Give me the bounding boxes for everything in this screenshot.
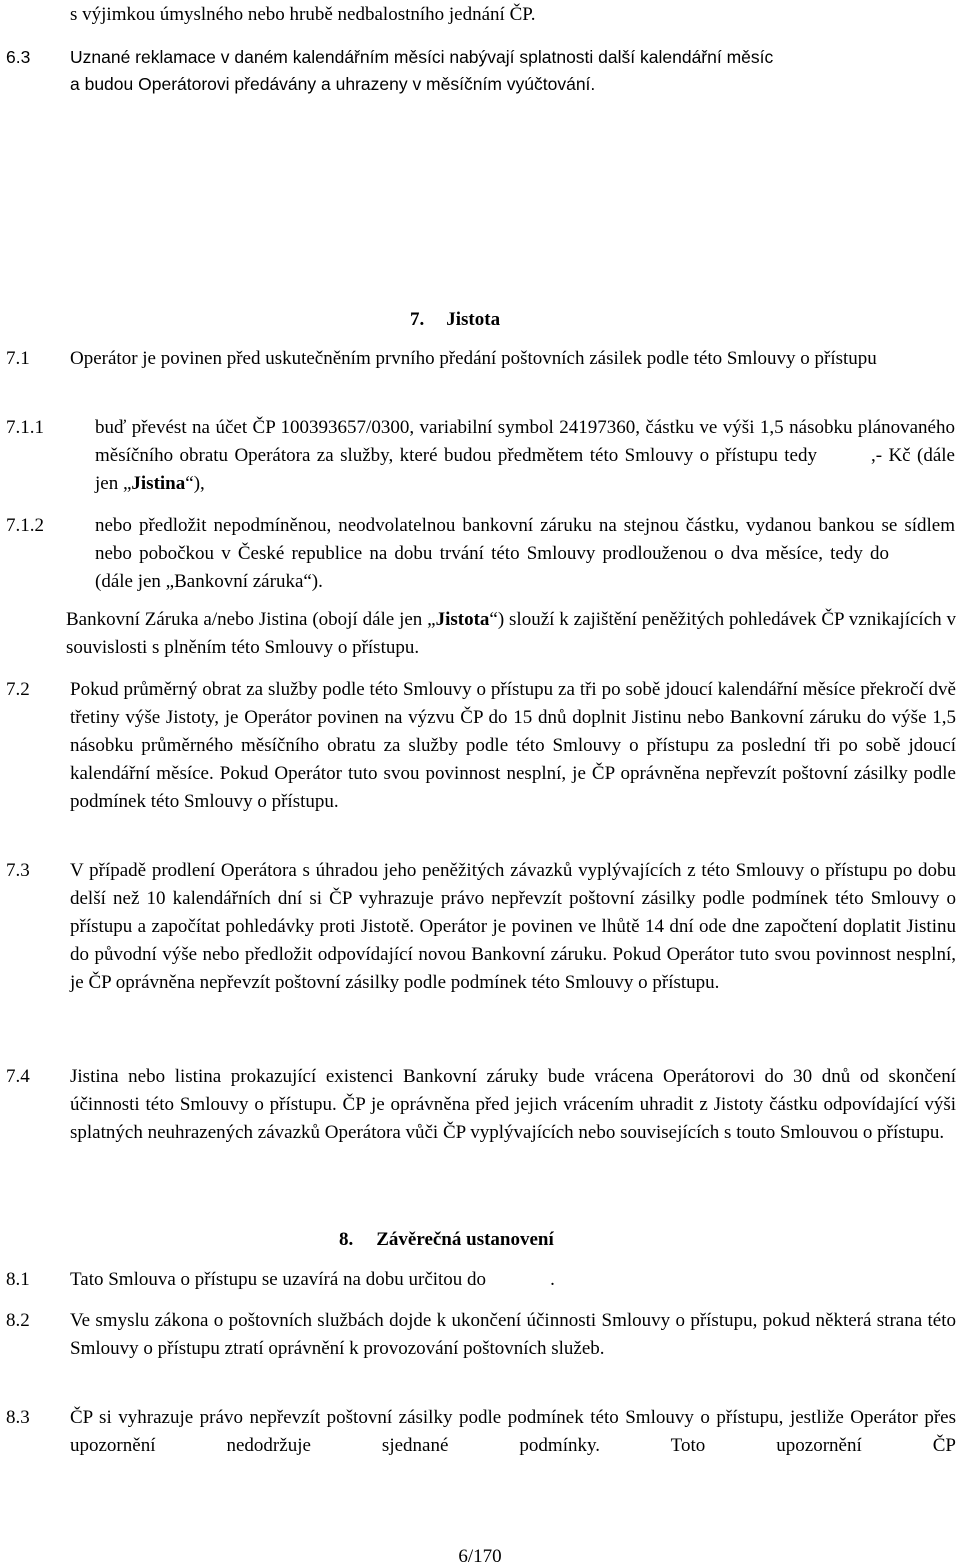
paragraph-7-4-number: 7.4 (6, 1066, 30, 1087)
paragraph-7-1-number: 7.1 (6, 348, 30, 369)
paragraph-7-1-1-text-b: ,- Kč (dále jen „ (95, 445, 955, 494)
section-8-number: 8. (339, 1229, 354, 1250)
paragraph-7-2-number: 7.2 (6, 679, 30, 700)
jistota-term: Jistota (435, 609, 490, 630)
paragraph-7-1-1-text-c: “), (185, 473, 205, 494)
paragraph-7-1-1-text-a: buď převést na účet ČP 100393657/0300, variabilní symbol 24197360, částku ve výši 1,5 násobku plánovaného měsíčního obratu Operátora za služby, které budou předmětem této Smlouvy o přístupu tedy (95, 417, 955, 466)
section-7-title: Jistota (446, 309, 501, 330)
paragraph-7-1-2-number: 7.1.2 (6, 515, 44, 536)
jistina-term: Jistina (131, 473, 186, 494)
paragraph-8-3-text: ČP si vyhrazuje právo nepřevzít poštovní zásilky podle podmínek této Smlouvy o přístupu, jestliže Operátor přes upozornění nedodržuje sjednané podmínky. Toto upozornění ČP (70, 1407, 956, 1456)
paragraph-8-1-body: Tato Smlouva o přístupu se uzavírá na dobu určitou do (70, 1269, 487, 1290)
paragraph-7-1-1-text (95, 414, 955, 498)
section-6-3-line-2: a budou Operátorovi předávány a uhrazeny v měsíčním vyúčtování. (70, 74, 596, 94)
paragraph-7-1-2-text (95, 512, 955, 596)
page-number: 6/170 (458, 1546, 502, 1567)
paragraph-7-1-2-text-b: (dále jen „Bankovní záruka“). (95, 571, 323, 592)
paragraph-8-1-number: 8.1 (6, 1269, 30, 1290)
paragraph-8-1-end: . (550, 1269, 555, 1290)
paragraph-8-3-number: 8.3 (6, 1407, 30, 1428)
jistota-summary-paragraph (66, 606, 956, 662)
top-fragment-text: s výjimkou úmyslného nebo hrubě nedbalostního jednání ČP. (70, 4, 536, 25)
section-6-3-line-1: Uznané reklamace v daném kalendářním měsíci nabývají splatnosti další kalendářní měsíc (70, 47, 774, 67)
jistota-summary-text-b: “) slouží k zajištění peněžitých pohledávek ČP vznikajících v souvislosti s plněním této Smlouvy o přístupu. (66, 609, 956, 658)
paragraph-7-1-text: Operátor je povinen před uskutečněním prvního předání poštovních zásilek podle této Smlouvy o přístupu (70, 348, 877, 369)
paragraph-7-1-2-text-a: nebo předložit nepodmíněnou, neodvolatelnou bankovní záruku na stejnou částku, vydanou bankou se sídlem nebo pobočkou v České republice na dobu trvání této Smlouvy prodlouženou o dva měsíce, tedy do (95, 515, 955, 564)
section-6-3-number: 6.3 (6, 47, 31, 67)
paragraph-7-1-1-number: 7.1.1 (6, 417, 44, 438)
paragraph-7-3-number: 7.3 (6, 860, 30, 881)
section-7-number: 7. (410, 309, 425, 330)
paragraph-7-4-text: Jistina nebo listina prokazující existenci Bankovní záruky bude vrácena Operátorovi do 30 dnů od skončení účinnosti této Smlouvy o přístupu. ČP je oprávněna před jejich vrácením uhradit z Jistoty částku odpovídající výši splatných neuhrazených závazků Operátora vůči ČP vyplývajících nebo souvisejících s touto Smlouvou o přístupu. (70, 1066, 956, 1143)
section-7-heading (410, 309, 500, 331)
paragraph-8-2-number: 8.2 (6, 1310, 30, 1331)
paragraph-7-2-text: Pokud průměrný obrat za služby podle této Smlouvy o přístupu za tři po sobě jdoucí kalendářní měsíce překročí dvě třetiny výše Jistoty, je Operátor povinen na výzvu ČP do 15 dnů doplnit Jistinu nebo Bankovní záruku do výše 1,5 násobku průměrného měsíčního obratu za služby podle této Smlouvy o přístupu za poslední tři po sobě jdoucí kalendářní měsíce. Pokud Operátor tuto svou povinnost nesplní, je ČP oprávněna nepřevzít poštovní zásilky podle podmínek této Smlouvy o přístupu. (70, 679, 956, 812)
jistota-summary-text-a: Bankovní Záruka a/nebo Jistina (obojí dále jen „ (66, 609, 436, 630)
section-8-heading (339, 1229, 554, 1251)
section-8-title: Závěrečná ustanovení (376, 1229, 554, 1250)
paragraph-7-3-text: V případě prodlení Operátora s úhradou jeho peněžitých závazků vyplývajících z této Smlouvy o přístupu po dobu delší než 10 kalendářních dní si ČP vyhrazuje právo nepřevzít poštovní zásilky podle podmínek této Smlouvy o přístupu a započítat pohledávky proti Jistotě. Operátor je povinen ve lhůtě 14 dní ode dne započtení doplatit Jistinu do původní výše nebo předložit odpovídající novou Bankovní záruku. Pokud Operátor tuto svou povinnost nesplní, je ČP oprávněna nepřevzít poštovní zásilky podle podmínek této Smlouvy o přístupu. (70, 860, 956, 993)
paragraph-8-2-text: Ve smyslu zákona o poštovních službách dojde k ukončení účinnosti Smlouvy o přístupu, pokud některá strana této Smlouvy o přístupu ztratí oprávnění k provozování poštovních služeb. (70, 1310, 956, 1359)
paragraph-8-1-text (70, 1269, 555, 1291)
